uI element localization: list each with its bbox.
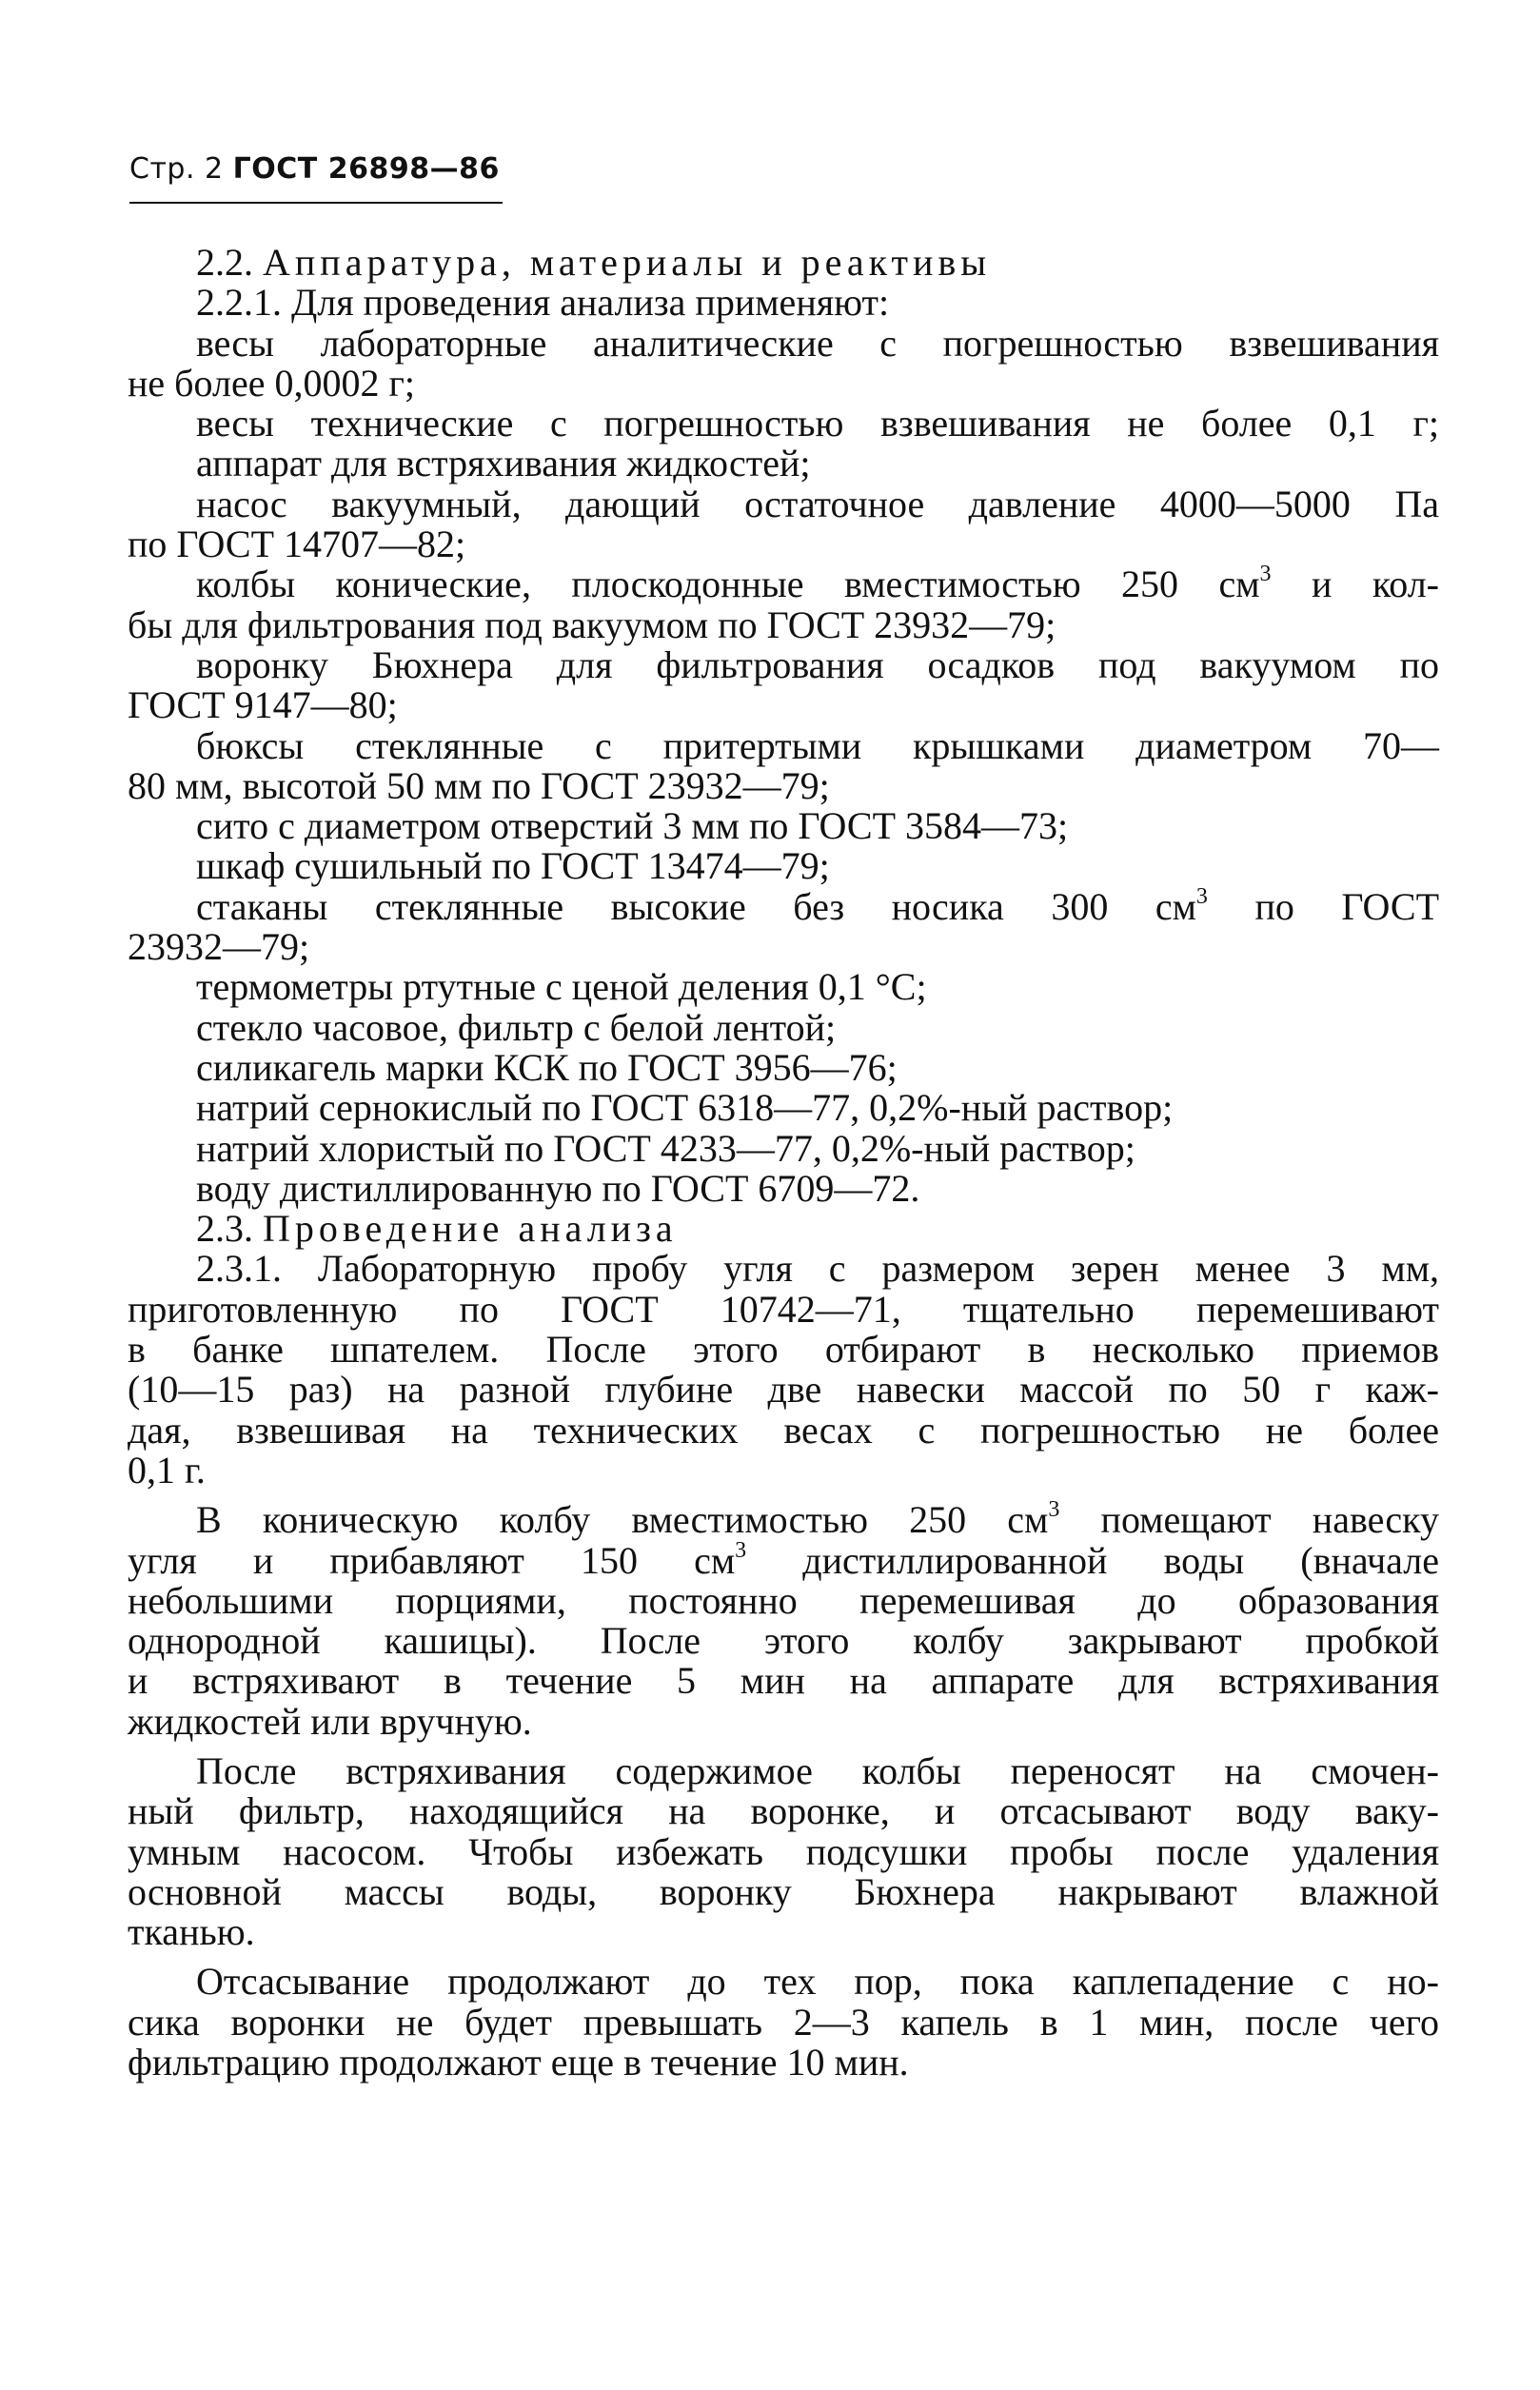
list-item-continuation: не более 0,0002 г; bbox=[128, 361, 415, 405]
paragraph-line: сика воронки не будет превышать 2—3 капель в 1 мин, после чего bbox=[128, 2000, 1439, 2044]
header-rule bbox=[129, 202, 503, 204]
paragraph-line: 2.3.1. Лабораторную пробу угля с размером зерен менее 3 мм, bbox=[196, 1247, 1439, 1291]
section-title: Проведение анализа bbox=[263, 1207, 678, 1251]
paragraph-line: небольшими порциями, постоянно перемешивая до образования bbox=[128, 1578, 1439, 1622]
list-item: термометры ртутные с ценой деления 0,1 °С; bbox=[196, 965, 927, 1009]
list-item: аппарат для встряхивания жидкостей; bbox=[196, 442, 811, 485]
paragraph-line: фильтрацию продолжают еще в течение 10 мин. bbox=[128, 2041, 909, 2084]
superscript: 3 bbox=[735, 1537, 747, 1563]
superscript: 3 bbox=[1259, 562, 1272, 587]
list-item bbox=[128, 883, 1439, 928]
list-item: бюксы стеклянные с притертыми крышками диаметром 70— bbox=[196, 723, 1439, 767]
paragraph-line: ный фильтр, находящийся на воронке, и отсасывают воду ваку- bbox=[128, 1789, 1439, 1833]
list-item: насос вакуумный, дающий остаточное давление 4000—5000 Па bbox=[196, 482, 1439, 525]
list-item: весы лабораторные аналитические с погрешностью взвешивания bbox=[196, 321, 1439, 365]
document-body bbox=[128, 243, 1439, 2083]
section-heading-2-2 bbox=[128, 243, 1439, 283]
list-item: сито с диаметром отверстий 3 мм по ГОСТ 3584—73; bbox=[196, 804, 1069, 848]
paragraph-line: тканью. bbox=[128, 1910, 255, 1954]
list-item: натрий сернокислый по ГОСТ 6318—77, 0,2%-ный раствор; bbox=[196, 1086, 1174, 1130]
text-run: дистиллированной воды (вначале bbox=[746, 1538, 1439, 1582]
paragraph-line: 0,1 г. bbox=[128, 1448, 206, 1491]
running-header bbox=[129, 152, 500, 186]
section-heading-2-3 bbox=[128, 1209, 1439, 1249]
paragraph-line: Отсасывание продолжают до тех пор, пока каплепадение с но- bbox=[196, 1960, 1439, 2004]
text-run: и кол- bbox=[1271, 563, 1440, 606]
list-item: силикагель марки КСК по ГОСТ 3956—76; bbox=[196, 1045, 898, 1089]
list-item: воду дистиллированную по ГОСТ 6709—72. bbox=[196, 1166, 920, 1210]
paragraph-2-2-1: 2.2.1. Для проведения анализа применяют: bbox=[196, 281, 890, 325]
superscript: 3 bbox=[1195, 883, 1208, 909]
list-item: натрий хлористый по ГОСТ 4233—77, 0,2%-ный раствор; bbox=[196, 1126, 1135, 1170]
paragraph-line: После встряхивания содержимое колбы переносят на смочен- bbox=[196, 1748, 1439, 1792]
text-run: колбы конические, плоскодонные вместимостью 250 см bbox=[196, 563, 1260, 606]
paragraph-line: в банке шпателем. После этого отбирают в несколько приемов bbox=[128, 1328, 1439, 1372]
list-item-continuation: бы для фильтрования под вакуумом по ГОСТ 23932—79; bbox=[128, 602, 1056, 646]
text-run: В коническую колбу вместимостью 250 см bbox=[196, 1498, 1049, 1542]
paragraph-line bbox=[128, 1537, 1439, 1582]
text-run: угля и прибавляют 150 см bbox=[128, 1538, 736, 1582]
section-number: 2.3. bbox=[196, 1207, 253, 1251]
paragraph-line: и встряхивают в течение 5 мин на аппарате для встряхивания bbox=[128, 1659, 1439, 1703]
list-item-continuation: 23932—79; bbox=[128, 925, 310, 969]
list-item-continuation: 80 мм, высотой 50 мм по ГОСТ 23932—79; bbox=[128, 763, 830, 807]
paragraph-line: дая, взвешивая на технических весах с погрешностью не более bbox=[128, 1408, 1439, 1452]
paragraph-line: основной массы воды, воронку Бюхнера накрывают влажной bbox=[128, 1869, 1439, 1913]
page-label: Стр. 2 bbox=[129, 152, 224, 186]
list-item bbox=[128, 564, 1439, 604]
paragraph-line: жидкостей или вручную. bbox=[128, 1699, 532, 1743]
gost-label: ГОСТ 26898—86 bbox=[232, 152, 500, 186]
paragraph-line: однородной кашицы). После этого колбу закрывают пробкой bbox=[128, 1619, 1439, 1663]
list-item: стекло часовое, фильтр с белой лентой; bbox=[196, 1005, 837, 1049]
text-run: по ГОСТ bbox=[1207, 884, 1439, 928]
list-item-continuation: по ГОСТ 14707—82; bbox=[128, 523, 466, 566]
text-run: помещают навеску bbox=[1059, 1498, 1439, 1542]
section-number: 2.2. bbox=[196, 241, 253, 284]
section-title: Аппаратура, материалы и реактивы bbox=[263, 241, 992, 284]
text-run: стаканы стеклянные высокие без носика 300 см bbox=[196, 884, 1196, 928]
list-item: весы технические с погрешностью взвешивания не более 0,1 г; bbox=[196, 402, 1439, 445]
paragraph-line: умным насосом. Чтобы избежать подсушки пробы после удаления bbox=[128, 1829, 1439, 1873]
list-item: воронку Бюхнера для фильтрования осадков под вакуумом по bbox=[196, 642, 1439, 686]
list-item: шкаф сушильный по ГОСТ 13474—79; bbox=[196, 844, 830, 888]
superscript: 3 bbox=[1048, 1497, 1060, 1523]
paragraph-line: приготовленную по ГОСТ 10742—71, тщательно перемешивают bbox=[128, 1287, 1439, 1331]
paragraph-line: (10—15 раз) на разной глубине две навески массой по 50 г каж- bbox=[128, 1368, 1439, 1412]
list-item-continuation: ГОСТ 9147—80; bbox=[128, 683, 398, 727]
paragraph-line bbox=[128, 1497, 1439, 1542]
